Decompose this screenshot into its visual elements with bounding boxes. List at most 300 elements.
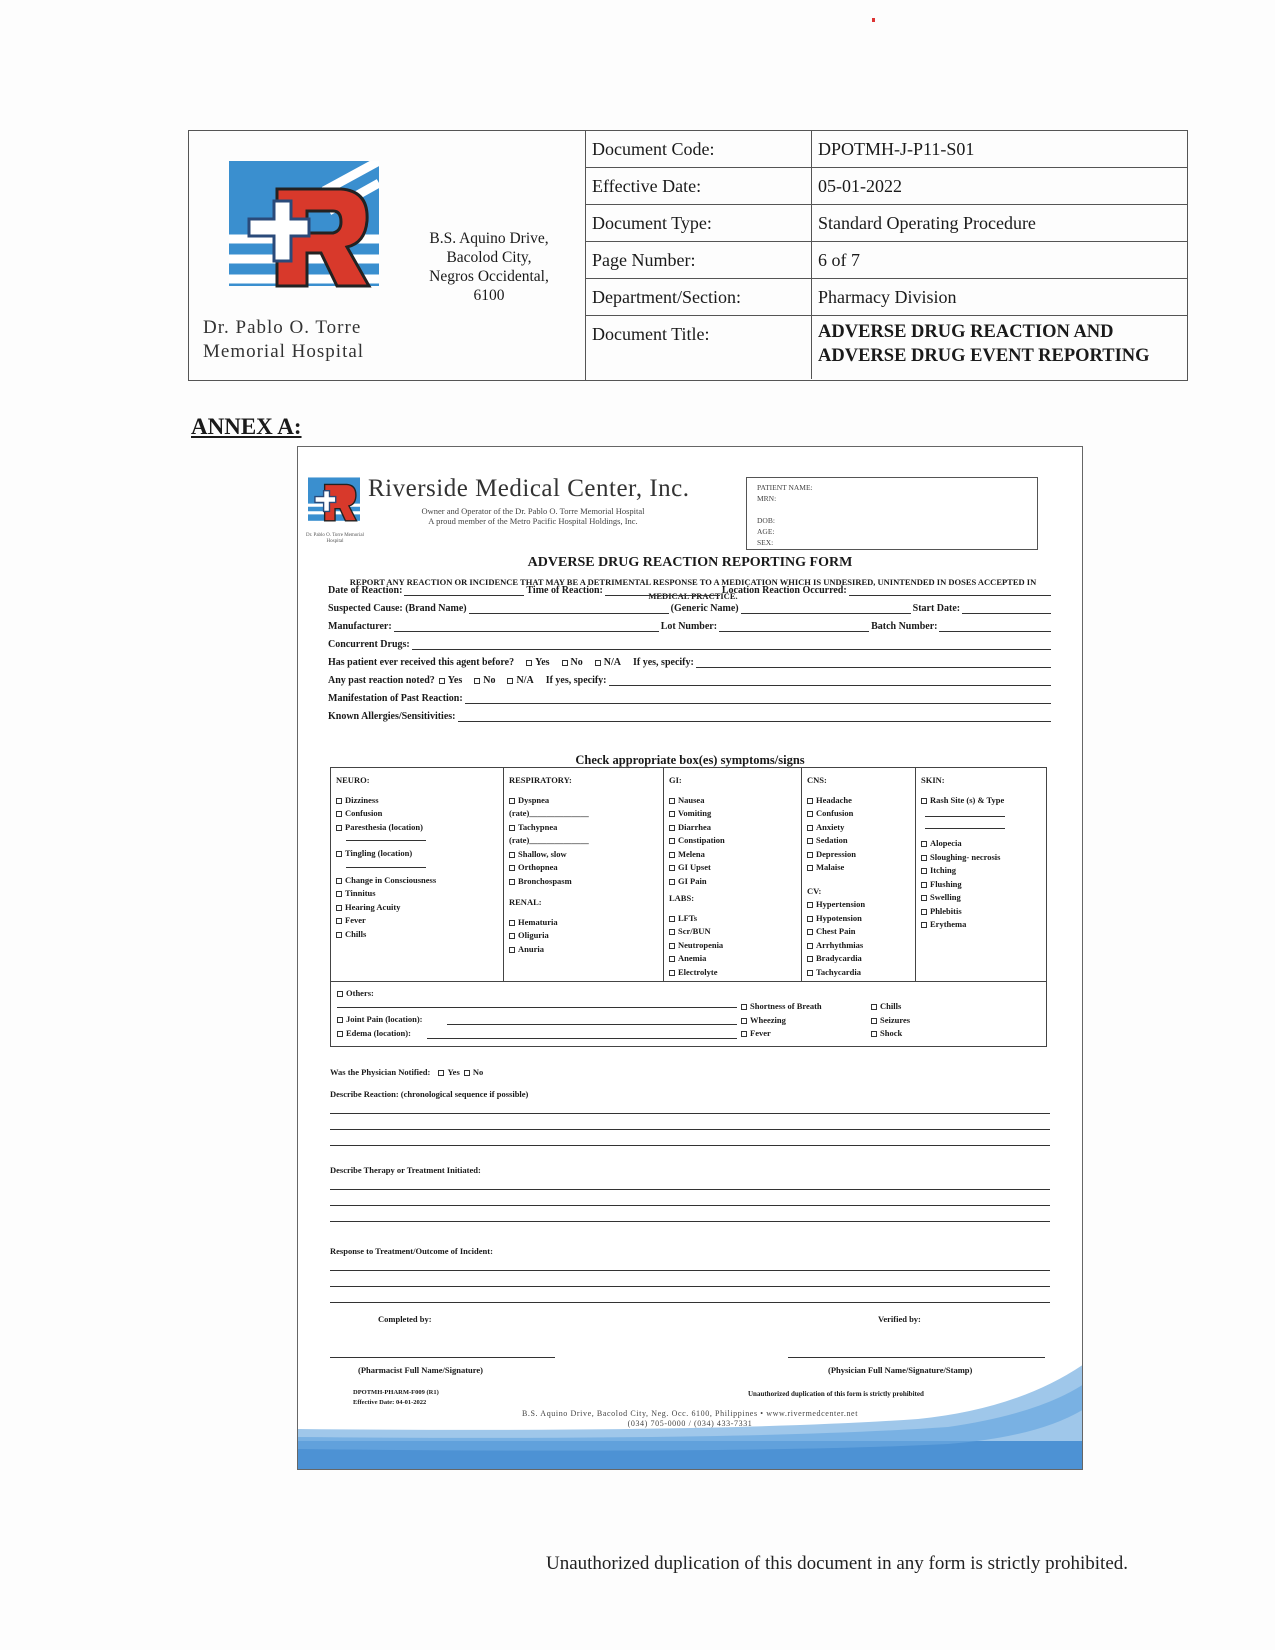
symptom-label: Erythema <box>930 919 967 929</box>
form-logo-caption: Dr. Pablo O. Torre Memorial Hospital <box>306 533 364 544</box>
age-label: AGE: <box>757 527 775 536</box>
checkbox-icon <box>669 798 675 804</box>
field-row-manifestation <box>328 693 1053 704</box>
meta-value: Pharmacy Division <box>818 287 957 307</box>
symptom-label: Malaise <box>816 862 845 872</box>
option-label: Yes <box>447 1067 460 1077</box>
patient-name-label: PATIENT NAME: <box>757 483 813 492</box>
checkbox-icon <box>741 1031 747 1037</box>
symptom-label: Swelling <box>930 892 961 902</box>
location-field[interactable] <box>849 586 1051 596</box>
edema-option[interactable] <box>337 1028 411 1038</box>
received-before-label: Has patient ever received this agent before? <box>328 657 515 668</box>
symptom-item[interactable] <box>669 861 796 875</box>
symptom-label: Seizures <box>880 1014 911 1025</box>
address-line: Negros Occidental, <box>429 268 549 285</box>
past-yes-option[interactable] <box>439 675 462 686</box>
checkbox-icon <box>669 956 675 962</box>
spacer <box>757 504 1027 515</box>
symptom-label: GI Upset <box>678 862 711 872</box>
symptom-item[interactable] <box>669 939 796 953</box>
checkbox-icon <box>921 895 927 901</box>
symptom-label: Bronchospasm <box>518 875 572 886</box>
footer-phone-line: (034) 705-0000 / (034) 433-7331 <box>627 1419 753 1428</box>
concurrent-drugs-field[interactable] <box>412 640 1051 650</box>
symptom-label: Arrhythmias <box>816 939 864 950</box>
checkbox-icon <box>921 841 927 847</box>
gi-column <box>664 768 802 981</box>
hospital-logo <box>229 161 379 321</box>
received-no-option[interactable] <box>562 657 583 668</box>
address-line: B.S. Aquino Drive, <box>429 230 549 247</box>
option-label: No <box>472 1067 484 1077</box>
symptom-item[interactable] <box>509 848 658 862</box>
meta-value: DPOTMH-J-P11-S01 <box>818 139 975 159</box>
symptom-item[interactable] <box>807 912 910 926</box>
others-option[interactable] <box>337 988 374 998</box>
option-label: Yes <box>535 657 550 668</box>
meta-row <box>586 279 1187 316</box>
checkbox-icon <box>336 932 342 938</box>
document-header-table <box>188 130 1188 381</box>
checkbox-icon <box>871 1031 877 1037</box>
org-subtitle-line: A proud member of the Metro Pacific Hospital Holdings, Inc. <box>428 516 638 526</box>
symptom-item[interactable] <box>807 952 910 966</box>
meta-key: Document Type: <box>586 205 812 241</box>
cns-heading: CNS: <box>807 775 827 785</box>
symptom-label: Flushing <box>930 878 962 889</box>
physician-signature-label: (Physician Full Name/Signature/Stamp) <box>828 1365 973 1375</box>
meta-value: Standard Operating Procedure <box>818 213 1036 233</box>
notified-yes-option[interactable] <box>438 1067 459 1077</box>
checkbox-icon <box>921 798 927 804</box>
symptom-item[interactable] <box>336 914 498 928</box>
symptom-label: Shallow, slow <box>518 848 567 859</box>
symptom-label: Hearing Acuity <box>345 901 401 912</box>
symptom-label: Hypertension <box>816 899 866 909</box>
form-effective-date: Effective Date: 04-01-2022 <box>353 1399 427 1406</box>
adr-reporting-form <box>297 446 1083 1470</box>
checkbox-icon <box>337 1031 343 1037</box>
option-label: No <box>570 657 583 668</box>
symptom-item[interactable] <box>669 875 796 889</box>
option-label: Yes <box>447 675 463 686</box>
symptom-label: LFTs <box>678 912 698 923</box>
response-line[interactable] <box>330 1286 1050 1287</box>
manufacturer-field[interactable] <box>394 622 659 632</box>
edema-label: Edema (location): <box>346 1028 411 1038</box>
hospital-name-line2: Memorial Hospital <box>203 341 365 362</box>
allergies-field[interactable] <box>458 712 1052 722</box>
checkbox-icon <box>474 678 480 684</box>
field-row-allergies <box>328 711 1053 722</box>
symptom-label: Constipation <box>678 835 725 845</box>
symptom-label: Dizziness <box>345 794 379 805</box>
if-yes-label: If yes, specify: <box>545 675 607 686</box>
notified-no-option[interactable] <box>464 1067 483 1077</box>
org-name: Riverside Medical Center, Inc. <box>368 475 690 502</box>
symptom-item[interactable] <box>669 966 796 980</box>
symptom-item[interactable] <box>807 861 910 875</box>
rate-label: (rate) <box>509 835 530 845</box>
verified-by-label: Verified by: <box>878 1314 921 1324</box>
skin-heading: SKIN: <box>921 775 945 785</box>
symptom-label: Vomiting <box>678 808 712 818</box>
symptom-item[interactable] <box>871 1014 910 1028</box>
past-no-option[interactable] <box>474 675 495 686</box>
checkbox-icon <box>669 825 675 831</box>
document-meta <box>586 131 1187 380</box>
symptom-item[interactable] <box>669 925 796 939</box>
time-of-reaction-field[interactable] <box>605 586 720 596</box>
checkbox-icon <box>669 929 675 935</box>
symptom-item[interactable] <box>741 1014 822 1028</box>
symptom-label: Alopecia <box>930 838 962 848</box>
manifestation-label: Manifestation of Past Reaction: <box>328 693 463 704</box>
cv-heading: CV: <box>807 885 822 896</box>
meta-key: Page Number: <box>586 242 812 278</box>
sex-label: SEX: <box>757 538 774 547</box>
form-intro: REPORT ANY REACTION OR INCIDENCE THAT MAY BE A DETRIMENTAL RESPONSE TO A MEDICATION WHICH IS UNDESIRED, UNINTENDED IN DOSES ACCEPTED IN MEDICAL PRACTICE. <box>349 577 1037 601</box>
symptom-label: Tingling (location) <box>345 848 413 858</box>
symptom-item[interactable] <box>807 966 910 980</box>
renal-heading: RENAL: <box>509 897 542 907</box>
concurrent-drugs-label: Concurrent Drugs: <box>328 639 410 650</box>
symptom-label: Phlebitis <box>930 905 962 916</box>
field-row-cause <box>328 603 1053 614</box>
symptom-item[interactable] <box>509 861 658 875</box>
footer-wave-decoration <box>298 1349 1083 1469</box>
symptom-item[interactable] <box>336 874 498 888</box>
option-label: N/A <box>603 657 621 668</box>
symptom-item[interactable] <box>921 794 1041 808</box>
checkbox-icon <box>509 947 515 953</box>
checkbox-icon <box>669 852 675 858</box>
past-na-option[interactable] <box>507 675 533 686</box>
hospital-name-line1: Dr. Pablo O. Torre <box>203 317 362 338</box>
checkbox-icon <box>669 811 675 817</box>
symptom-item[interactable] <box>669 848 796 862</box>
describe-therapy-line[interactable] <box>330 1221 1050 1222</box>
checkbox-icon <box>807 825 813 831</box>
symptom-item[interactable] <box>921 918 1041 932</box>
gi-heading: GI: <box>669 775 682 785</box>
symptom-item[interactable] <box>669 952 796 966</box>
describe-reaction-line[interactable] <box>330 1129 1050 1130</box>
received-yes-option[interactable] <box>526 657 549 668</box>
symptom-label: Orthopnea <box>518 862 558 872</box>
checkbox-icon <box>807 865 813 871</box>
checkbox-icon <box>807 956 813 962</box>
symptom-label: Anemia <box>678 953 707 963</box>
others-field[interactable] <box>337 1007 737 1008</box>
field-row-concurrent <box>328 639 1053 650</box>
symptom-label: Depression <box>816 848 856 859</box>
meta-value: 6 of 7 <box>818 250 860 270</box>
form-logo <box>308 477 360 523</box>
batch-number-label: Batch Number: <box>871 621 938 632</box>
symptom-item[interactable] <box>669 834 796 848</box>
field-row-date <box>328 585 1053 596</box>
symptom-label: Headache <box>816 794 852 805</box>
joint-pain-option[interactable] <box>337 1014 423 1024</box>
checkbox-icon <box>669 838 675 844</box>
checkbox-icon <box>562 660 568 666</box>
symptom-label: Chills <box>880 1001 902 1011</box>
symptom-item[interactable] <box>807 848 910 862</box>
symptom-label: Chills <box>345 928 367 939</box>
symptom-item[interactable] <box>807 794 910 808</box>
symptom-label: Wheezing <box>750 1014 786 1025</box>
symptom-item[interactable] <box>871 1027 910 1041</box>
symptom-item[interactable] <box>336 901 498 915</box>
address-line: Bacolod City, <box>446 249 532 266</box>
symptom-item[interactable] <box>807 834 910 848</box>
others-section <box>330 982 1047 1047</box>
symptom-item[interactable] <box>669 821 796 835</box>
symptom-label: Electrolyte <box>678 966 718 977</box>
checkbox-icon <box>807 811 813 817</box>
symptoms-grid <box>330 767 1047 982</box>
others-label: Others: <box>346 988 374 998</box>
start-date-label: Start Date: <box>912 603 961 614</box>
form-title: ADVERSE DRUG REACTION REPORTING FORM <box>527 555 853 570</box>
checkbox-icon <box>464 1070 470 1076</box>
describe-reaction-line[interactable] <box>330 1113 1050 1114</box>
symptom-item[interactable] <box>807 821 910 835</box>
checkbox-icon <box>807 902 813 908</box>
checkbox-icon <box>509 825 515 831</box>
patient-info-box[interactable] <box>746 477 1038 550</box>
location-field[interactable] <box>346 835 426 841</box>
symptom-label: Fever <box>750 1028 771 1038</box>
received-specify-field[interactable] <box>696 658 1051 668</box>
checkbox-icon <box>336 878 342 884</box>
checkbox-icon <box>921 855 927 861</box>
batch-number-field[interactable] <box>939 622 1051 632</box>
symptom-label: Rash Site (s) & Type <box>930 794 1005 805</box>
checkbox-icon <box>807 943 813 949</box>
checkbox-icon <box>336 905 342 911</box>
start-date-field[interactable] <box>962 604 1051 614</box>
checkbox-icon <box>336 798 342 804</box>
symptom-item[interactable] <box>921 851 1041 865</box>
manifestation-field[interactable] <box>465 694 1051 704</box>
symptom-label: Tachycardia <box>816 966 862 977</box>
joint-pain-field[interactable] <box>447 1024 737 1025</box>
rate-field[interactable]: (rate)______________ <box>509 835 589 845</box>
footer-address-line: B.S. Aquino Drive, Bacolod City, Neg. Occ. 6100, Philippines • www.rivermedcenter.net <box>521 1409 859 1418</box>
address-line: 6100 <box>473 287 505 304</box>
symptom-label: Anxiety <box>816 821 845 832</box>
past-reaction-label: Any past reaction noted? <box>328 675 435 686</box>
checkbox-icon <box>807 798 813 804</box>
symptom-label: Hypotension <box>816 912 862 923</box>
symptom-item[interactable] <box>921 891 1041 905</box>
rash-site-field[interactable] <box>925 811 1005 817</box>
neuro-heading: NEURO: <box>336 775 370 785</box>
symptom-item[interactable] <box>921 905 1041 919</box>
symptom-item[interactable] <box>807 939 910 953</box>
meta-row <box>586 131 1187 168</box>
option-label: No <box>483 675 496 686</box>
checkbox-icon <box>509 852 515 858</box>
spacer <box>509 888 658 896</box>
symptom-item[interactable] <box>336 794 498 808</box>
symptom-label: Shock <box>880 1028 903 1038</box>
symptom-label: Confusion <box>816 808 854 818</box>
meta-key: Effective Date: <box>586 168 812 204</box>
joint-pain-label: Joint Pain (location): <box>346 1014 423 1024</box>
symptom-item[interactable] <box>741 1000 822 1014</box>
checkbox-icon <box>509 920 515 926</box>
checkbox-icon <box>509 879 515 885</box>
response-line[interactable] <box>330 1270 1050 1271</box>
symptom-label: Confusion <box>345 808 383 818</box>
allergies-label: Known Allergies/Sensitivities: <box>328 711 456 722</box>
brand-name-field[interactable] <box>469 604 669 614</box>
rate-field[interactable]: (rate)______________ <box>509 808 589 818</box>
meta-row <box>586 242 1187 279</box>
describe-reaction-line[interactable] <box>330 1145 1050 1146</box>
symptom-item[interactable] <box>336 887 498 901</box>
past-specify-field[interactable] <box>609 676 1051 686</box>
physician-notified-label: Was the Physician Notified: <box>330 1067 431 1077</box>
lot-number-label: Lot Number: <box>660 621 718 632</box>
checkbox-icon <box>336 918 342 924</box>
date-of-reaction-field[interactable] <box>404 586 524 596</box>
checkbox-icon <box>921 922 927 928</box>
response-line[interactable] <box>330 1302 1050 1303</box>
symptom-item[interactable] <box>921 864 1041 878</box>
received-na-option[interactable] <box>595 657 621 668</box>
field-row-past-reaction <box>328 675 1053 686</box>
others-mid-list <box>741 1000 822 1041</box>
checkbox-icon <box>871 1018 877 1024</box>
symptom-label: Tinnitus <box>345 888 376 898</box>
symptom-label: Scr/BUN <box>678 926 711 936</box>
others-right-list <box>871 1000 910 1041</box>
checkbox-icon <box>509 933 515 939</box>
symptom-item[interactable] <box>509 821 658 835</box>
generic-name-label: (Generic Name) <box>670 603 739 614</box>
symptom-label: Shortness of Breath <box>750 1001 822 1011</box>
checkbox-icon <box>509 798 515 804</box>
symptom-item[interactable] <box>807 898 910 912</box>
checkbox-icon <box>807 838 813 844</box>
symptom-item[interactable] <box>336 807 498 821</box>
meta-key: Department/Section: <box>586 279 812 315</box>
form-code: DPOTMH-PHARM-F009 (R1) <box>353 1389 439 1396</box>
checkbox-icon <box>439 678 445 684</box>
describe-therapy-line[interactable] <box>330 1205 1050 1206</box>
checkbox-icon <box>669 865 675 871</box>
symptom-item[interactable] <box>807 925 910 939</box>
symptom-item[interactable] <box>509 943 658 957</box>
org-subtitle-line: Owner and Operator of the Dr. Pablo O. Torre Memorial Hospital <box>421 506 645 516</box>
skin-column <box>916 768 1046 981</box>
checkbox-icon <box>669 970 675 976</box>
checkbox-icon <box>741 1004 747 1010</box>
symptom-item[interactable] <box>741 1027 822 1041</box>
checkbox-icon <box>438 1070 444 1076</box>
meta-row <box>586 316 1187 379</box>
symptom-label: Nausea <box>678 794 705 805</box>
symptom-item[interactable] <box>509 794 658 808</box>
meta-key: Document Code: <box>586 131 812 167</box>
symptom-label: Anuria <box>518 943 544 954</box>
symptom-item[interactable] <box>509 929 658 943</box>
completed-by-label: Completed by: <box>378 1314 432 1324</box>
meta-row <box>586 205 1187 242</box>
checkbox-icon <box>807 970 813 976</box>
symptom-label: Fever <box>345 915 366 925</box>
generic-name-field[interactable] <box>741 604 911 614</box>
symptom-item[interactable] <box>336 847 498 861</box>
brand-name-label: Suspected Cause: (Brand Name) <box>328 603 467 614</box>
symptom-item[interactable] <box>807 807 910 821</box>
annex-label: ANNEX A: <box>191 414 302 439</box>
stray-mark <box>872 18 875 22</box>
if-yes-label: If yes, specify: <box>633 657 694 668</box>
date-of-reaction-label: Date of Reaction: <box>328 585 403 596</box>
symptom-label: Sloughing- necrosis <box>930 851 1001 862</box>
document-title: ADVERSE DRUG REACTION AND ADVERSE DRUG EVENT REPORTING <box>818 322 1150 366</box>
checkbox-icon <box>526 660 532 666</box>
neuro-column <box>331 768 504 981</box>
symptom-item[interactable] <box>509 916 658 930</box>
symptom-item[interactable] <box>871 1000 910 1014</box>
describe-therapy-line[interactable] <box>330 1189 1050 1190</box>
symptom-label: Tachypnea <box>518 821 558 832</box>
lot-number-field[interactable] <box>719 622 869 632</box>
hospital-address <box>414 229 564 305</box>
symptom-label: Diarrhea <box>678 821 712 832</box>
checkbox-icon <box>669 943 675 949</box>
symptom-item[interactable] <box>509 875 658 889</box>
pharmacist-signature-label: (Pharmacist Full Name/Signature) <box>358 1365 483 1375</box>
symptom-item[interactable] <box>336 821 498 835</box>
symptom-item[interactable] <box>669 912 796 926</box>
symptom-label: Paresthesia (location) <box>345 821 423 832</box>
checkbox-icon <box>741 1018 747 1024</box>
checkbox-icon <box>509 865 515 871</box>
symptom-label: Chest Pain <box>816 926 856 936</box>
symptom-item[interactable] <box>669 807 796 821</box>
symptom-label: Itching <box>930 865 956 875</box>
checkbox-icon <box>921 882 927 888</box>
symptoms-title: Check appropriate box(es) symptoms/signs <box>575 753 805 767</box>
symptom-label: Oliguria <box>518 930 549 940</box>
field-row-received <box>328 657 1053 668</box>
rash-type-field[interactable] <box>925 823 1005 829</box>
response-label: Response to Treatment/Outcome of Incident: <box>330 1246 493 1256</box>
location-label: Location Reaction Occurred: <box>721 585 847 596</box>
symptom-label: Sedation <box>816 835 848 845</box>
symptom-item[interactable] <box>669 794 796 808</box>
symptom-item[interactable] <box>921 837 1041 851</box>
edema-field[interactable] <box>427 1038 737 1039</box>
symptom-item[interactable] <box>921 878 1041 892</box>
symptom-item[interactable] <box>336 928 498 942</box>
checkbox-icon <box>336 891 342 897</box>
symptom-label: Hematuria <box>518 916 558 927</box>
checkbox-icon <box>807 916 813 922</box>
labs-heading: LABS: <box>669 893 695 903</box>
location-field[interactable] <box>346 862 426 868</box>
symptom-label: Melena <box>678 848 705 859</box>
symptom-label: Dyspnea <box>518 794 550 805</box>
